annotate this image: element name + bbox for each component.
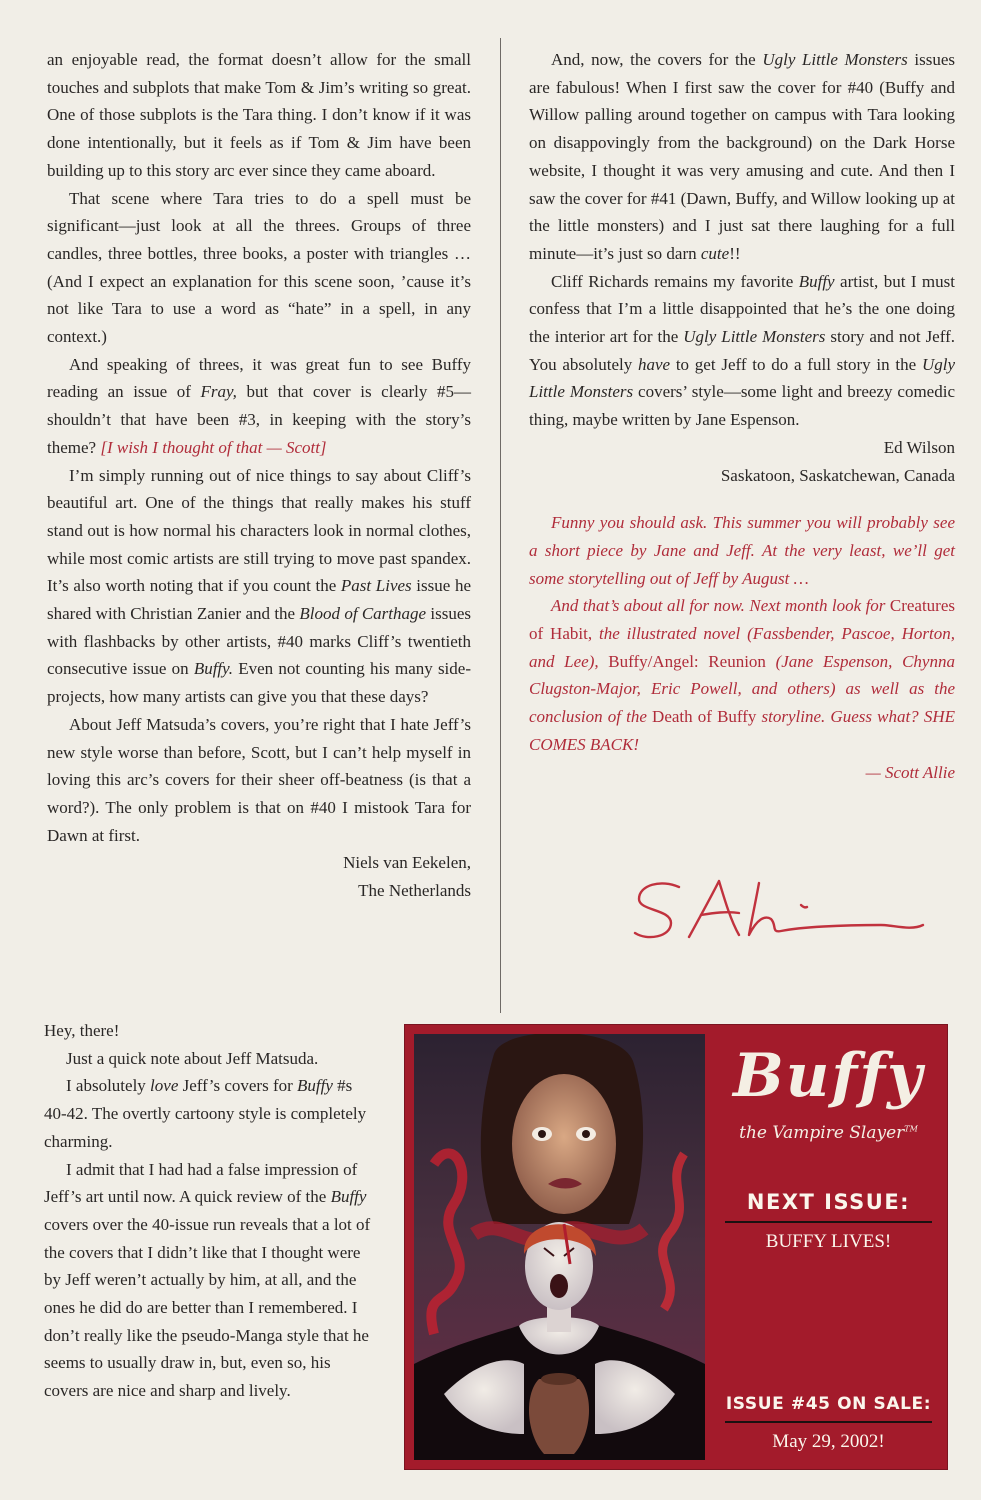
letter-signer-name: Ed Wilson xyxy=(883,437,955,457)
next-issue-label: NEXT ISSUE: xyxy=(746,1190,911,1214)
letter-paragraph: I’m simply running out of nice things to say about Cliff’s beautiful art. One of the things that really makes his stuff stand out is how normal his characters look in normal clothes, while most comic artists are still trying to move past spandex. It’s also worth noting that if you count the Past Lives issue he shared with Christian Zanier and the Blood of Carthage issues with flashbacks by other artists, #40 marks Cliff’s twentieth consecutive issue on Buffy. Even not counting his many side-projects, how many artists can give you that these days? xyxy=(47,465,471,707)
letter-paragraph: I admit that I had had a false impression of Jeff’s art until now. A quick review of the Buffy covers over the 40-issue run reveals that a lot of the covers that I didn’t like that I thought were by Jeff weren’t actually by him, at all, and the ones he did do are better than I remembered. I don’t really like the pseudo-Manga style that he seems to usually draw in, but, even so, his covers are nice and sharp and lively. xyxy=(44,1159,371,1401)
on-sale-date: May 29, 2002! xyxy=(772,1431,885,1452)
column-divider xyxy=(500,38,501,1013)
letter-column-right xyxy=(529,46,955,786)
letter-signer-name: Niels van Eekelen, xyxy=(343,853,471,873)
letter-paragraph: an enjoyable read, the format doesn’t allow for the small touches and subplots that make Tom & Jim’s writing so great. One of those subplots is the Tara thing. I don’t know if it was done intentionally, but it feels as if Tom & Jim have been building up to this story arc ever since they came aboard. xyxy=(47,50,471,180)
divider xyxy=(725,1421,932,1423)
ad-text-panel xyxy=(710,1025,947,1469)
letter-paragraph: I absolutely love Jeff’s covers for Buffy #s 40-42. The overtly cartoony style is completely charming. xyxy=(44,1076,367,1151)
letter-column-bottom xyxy=(44,1017,379,1405)
buffy-logo: Buffy xyxy=(733,1041,924,1111)
next-issue-title: BUFFY LIVES! xyxy=(765,1231,892,1252)
divider xyxy=(725,1221,932,1223)
cover-art-illustration xyxy=(414,1034,705,1460)
editor-note: [I wish I thought of that — Scott] xyxy=(100,437,327,457)
letter-paragraph: Cliff Richards remains my favorite Buffy artist, but I must confess that I’m a little disappointed that he’s the one doing the interior art for the Ugly Little Monsters story and not Jeff. You absolutely have to get Jeff to do a full story in the Ugly Little Monsters covers’ style—some light and breezy comedic thing, maybe written by Jane Espenson. xyxy=(529,271,955,430)
letter-signer-location: Saskatoon, Saskatchewan, Canada xyxy=(720,465,955,485)
letter-column-left xyxy=(47,46,471,905)
letter-paragraph: That scene where Tara tries to do a spell must be significant—just look at all the threes. Groups of three candles, three bottles, three books, a poster with triangles … (And I expect an explanation for this scene soon, ’cause it’s not like Tara to use a word as “hate” in a spell, in any context.) xyxy=(47,188,471,347)
editor-reply-signature: — Scott Allie xyxy=(865,762,955,782)
on-sale-label: ISSUE #45 ON SALE: xyxy=(725,1394,932,1414)
editor-reply: Funny you should ask. This summer you will probably see a short piece by Jane and Jeff. At the very least, we’ll get some storytelling out of Jeff by August … xyxy=(529,513,955,588)
letter-paragraph: And, now, the covers for the Ugly Little Monsters issues are fabulous! When I first saw the cover for #40 (Buffy and Willow palling around together on campus with Tara looking on disappovingly from the background) on the Dark Horse website, I thought it was very amusing and cute. And then I saw the cover for #41 (Dawn, Buffy, and Willow looking up at the little monsters) and I just sat there laughing for a full minute—it’s just so darn cute!! xyxy=(529,50,955,263)
next-issue-ad xyxy=(405,1025,947,1469)
letter-greeting: Hey, there! xyxy=(44,1021,120,1040)
letter-signer-location: The Netherlands xyxy=(358,881,471,901)
letter-paragraph: About Jeff Matsuda’s covers, you’re right that I hate Jeff’s new style worse than before, Scott, but I can’t help myself in loving this arc’s covers for their sheer off-beatness (is that a word?). The only problem is that on #40 I mistook Tara for Dawn at first. xyxy=(47,714,471,845)
letter-paragraph: And speaking of threes, it was great fun to see Buffy reading an issue of Fray, but that cover is clearly #5—shouldn’t that have been #3, in keeping with the story’s theme? [I wish I thought of that — Scott] xyxy=(47,354,471,457)
letter-paragraph: Just a quick note about Jeff Matsuda. xyxy=(66,1048,319,1068)
editor-reply: And that’s about all for now. Next month look for Creatures of Habit, the illustrated novel (Fassbender, Pascoe, Horton, and Lee), Buffy/Angel: Reunion (Jane Espenson, Chynna Clugston-Major, Eric Powell, and others) as well as the conclusion of the Death of Buffy storyline. Guess what? SHE COMES BACK! xyxy=(529,596,955,754)
handwritten-signature xyxy=(631,875,926,950)
buffy-logo-subtitle: the Vampire Slayer™ xyxy=(739,1123,918,1143)
